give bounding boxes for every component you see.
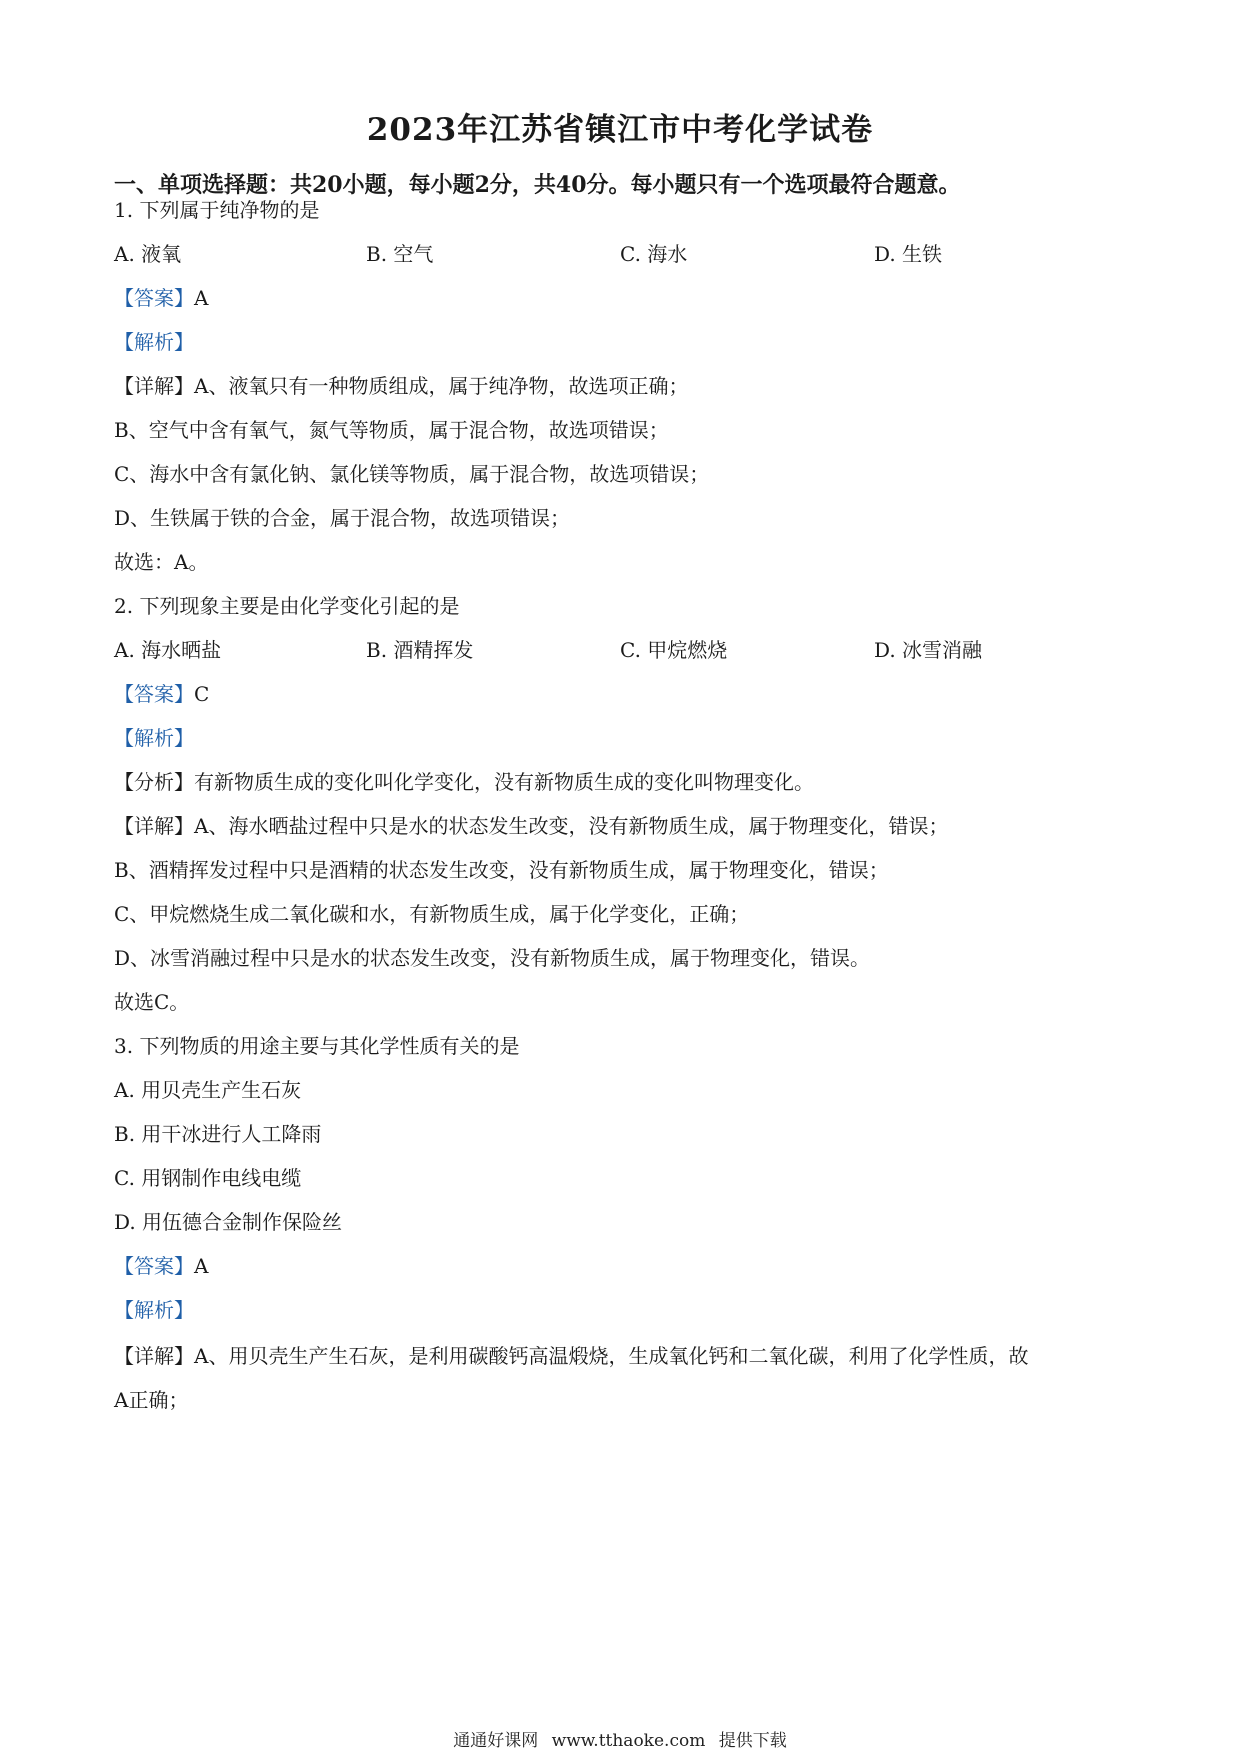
detail-line: D、生铁属于铁的合金，属于混合物，故选项错误； <box>114 506 571 530</box>
answer-value: C <box>194 682 210 706</box>
answer-line <box>114 284 208 312</box>
answer-value: A <box>194 286 209 310</box>
detail-line: 【详解】A、海水晒盐过程中只是水的状态发生改变，没有新物质生成，属于物理变化，错误； <box>114 814 949 838</box>
answer-value: A <box>194 1254 209 1278</box>
option-b: B. 空气 <box>366 242 434 266</box>
option-c: C. 海水 <box>620 242 688 266</box>
question-stem: 1. 下列属于纯净物的是 <box>114 198 320 222</box>
option-d: D. 用伍德合金制作保险丝 <box>114 1210 343 1234</box>
option-a: A. 海水晒盐 <box>114 638 222 662</box>
detail-line: C、海水中含有氯化钠、氯化镁等物质，属于混合物，故选项错误； <box>114 462 710 486</box>
footer-site-name: 通通好课网 <box>453 1731 539 1751</box>
option-d: D. 冰雪消融 <box>874 638 983 662</box>
detail-line: 【详解】A、用贝壳生产生石灰，是利用碳酸钙高温煅烧，生成氧化钙和二氧化碳，利用了化学性质，故 <box>114 1344 1029 1368</box>
detail-line: B、酒精挥发过程中只是酒精的状态发生改变，没有新物质生成，属于物理变化，错误； <box>114 858 889 882</box>
detail-line: 故选：A。 <box>114 550 209 574</box>
detail-line: A正确； <box>114 1388 189 1412</box>
section-heading: 一、单项选择题：共20小题，每小题2分，共40分。每小题只有一个选项最符合题意。 <box>114 172 961 198</box>
page-footer <box>0 1726 1240 1751</box>
detail-line: 【详解】A、液氧只有一种物质组成，属于纯净物，故选项正确； <box>114 374 689 398</box>
answer-line <box>114 680 209 708</box>
detail-line: 故选C。 <box>114 990 190 1014</box>
option-d: D. 生铁 <box>874 242 943 266</box>
detail-line: C、甲烷燃烧生成二氧化碳和水，有新物质生成，属于化学变化，正确； <box>114 902 750 926</box>
option-c: C. 用钢制作电线电缆 <box>114 1166 302 1190</box>
footer-suffix: 提供下载 <box>718 1731 787 1751</box>
detail-line: B、空气中含有氧气，氮气等物质，属于混合物，故选项错误； <box>114 418 669 442</box>
option-b: B. 用干冰进行人工降雨 <box>114 1122 322 1146</box>
answer-tag: 【答案】 <box>114 286 194 310</box>
option-c: C. 甲烷燃烧 <box>620 638 728 662</box>
question-stem: 3. 下列物质的用途主要与其化学性质有关的是 <box>114 1034 520 1058</box>
option-a: A. 用贝壳生产生石灰 <box>114 1078 302 1102</box>
analysis-tag: 【解析】 <box>114 1298 194 1322</box>
question-stem: 2. 下列现象主要是由化学变化引起的是 <box>114 594 460 618</box>
detail-line: 【分析】有新物质生成的变化叫化学变化，没有新物质生成的变化叫物理变化。 <box>114 770 814 794</box>
analysis-tag: 【解析】 <box>114 726 194 750</box>
answer-tag: 【答案】 <box>114 682 194 706</box>
answer-line <box>114 1252 208 1280</box>
option-a: A. 液氧 <box>114 242 182 266</box>
answer-tag: 【答案】 <box>114 1254 194 1278</box>
page-title: 2023年江苏省镇江市中考化学试卷 <box>366 112 874 148</box>
analysis-tag: 【解析】 <box>114 330 194 354</box>
footer-url[interactable]: www.tthaoke.com <box>551 1731 706 1751</box>
detail-line: D、冰雪消融过程中只是水的状态发生改变，没有新物质生成，属于物理变化，错误。 <box>114 946 871 970</box>
option-b: B. 酒精挥发 <box>366 638 474 662</box>
